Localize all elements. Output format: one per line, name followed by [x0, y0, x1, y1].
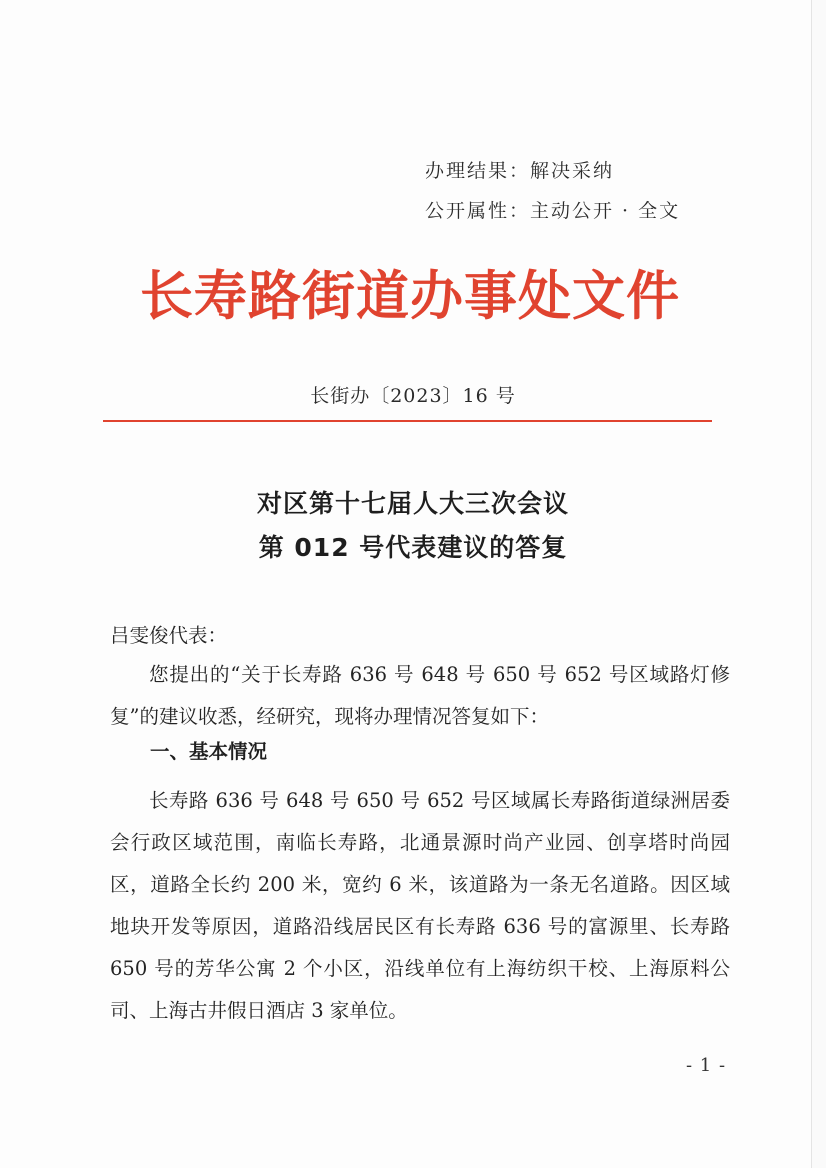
- document-title-line-1: 对区第十七届人大三次会议: [256, 489, 569, 518]
- basic-situation-paragraph: 长寿路 636 号 648 号 650 号 652 号区域属长寿路街道绿洲居委会行政区域范围，南临长寿路，北通景源时尚产业园、创享塔时尚园区，道路全长约 200 米，宽约 6 米，该道路为一条无名道路。因区域地块开发等原因，道路沿线居民区有长寿路 636 号的富源里、长寿路 650 号的芳华公寓 2 个小区，沿线单位有上海纺织干校、上海原料公司、上海古井假日酒店 3 家单位。: [110, 789, 730, 1022]
- intro-paragraph: 您提出的“关于长寿路 636 号 648 号 650 号 652 号区域路灯修复”的建议收悉，经研究，现将办理情况答复如下：: [110, 663, 730, 728]
- section-heading-basic-situation: 一、基本情况: [150, 740, 268, 763]
- scan-edge: [811, 0, 826, 1168]
- salutation: 吕雯俊代表：: [110, 624, 228, 647]
- office-document-header: 长寿路街道办事处文件: [140, 266, 680, 327]
- handling-result: 办理结果：解决采纳: [425, 160, 615, 182]
- document-title-line-2: 第 012 号代表建议的答复: [258, 533, 568, 562]
- disclosure-attribute: 公开属性：主动公开 · 全文: [425, 200, 681, 222]
- page-number: - 1 -: [686, 1055, 727, 1076]
- red-divider-line: [103, 420, 712, 422]
- document-number: 长街办〔2023〕16 号: [310, 385, 516, 407]
